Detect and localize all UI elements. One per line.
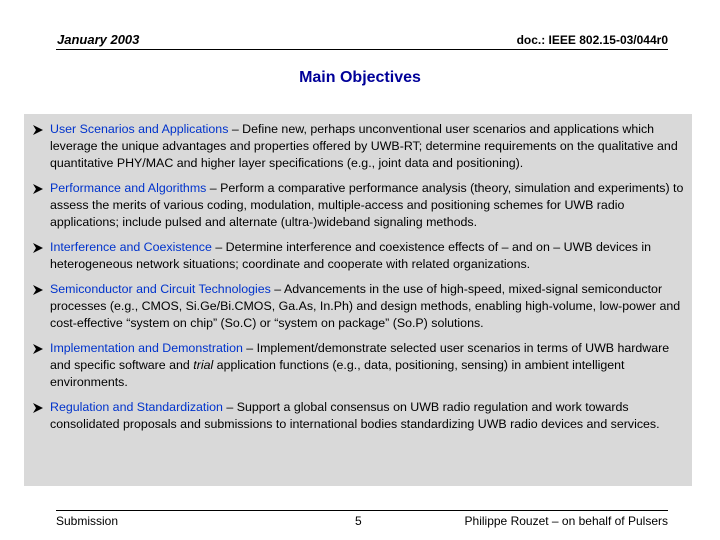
slide-title: Main Objectives — [299, 69, 421, 86]
list-item — [33, 239, 688, 273]
list-item — [33, 399, 688, 433]
footer-author: Philippe Rouzet – on behalf of Pulsers — [464, 514, 668, 528]
arrow-bullet-icon — [33, 121, 45, 138]
bullet-title: Regulation and Standardization — [50, 400, 223, 414]
bullet-title: User Scenarios and Applications — [50, 122, 229, 136]
bullet-description: – Perform a comparative performance analysis (theory, simulation and experiments) to assess the merits of various coding, modulation, multiple-access and positioning schemes for UWB radio applications; include pulsed and alternate (ultra-)wideband signaling methods. — [50, 181, 684, 229]
list-item — [33, 121, 688, 172]
list-item — [33, 340, 688, 391]
bullet-description: – Support a global consensus on UWB radio regulation and work towards consolidated proposals and submissions to international bodies standardizing UWB radio devices and services. — [50, 400, 660, 431]
arrow-bullet-icon — [33, 180, 45, 197]
list-item — [33, 180, 688, 231]
page-number: 5 — [355, 514, 362, 528]
bullet-title: Semiconductor and Circuit Technologies — [50, 282, 271, 296]
arrow-bullet-icon — [33, 239, 45, 256]
footer-submission: Submission — [56, 514, 119, 528]
bullet-description: – Define new, perhaps unconventional user scenarios and applications which leverage the unique advantages and properties offered by UWB-RT; determine requirements on the qualitative and quantitative PHY/MAC and higher layer specifications (e.g., joint data and positioning). — [50, 122, 678, 170]
bullet-title: Interference and Coexistence — [50, 240, 212, 254]
header-date: January 2003 — [57, 32, 140, 47]
arrow-bullet-icon — [33, 281, 45, 298]
bullet-description-emphasis: trial — [193, 358, 214, 372]
list-item — [33, 281, 688, 332]
bullet-description-part: application functions (e.g., data, positioning, sensing) in ambient intelligent environments. — [50, 358, 625, 389]
arrow-bullet-icon — [33, 340, 45, 357]
bullet-description: – Determine interference and coexistence effects of – and on – UWB devices in heterogeneous network situations; coordinate and cooperate with related organizations. — [50, 240, 652, 271]
footer-divider — [56, 510, 668, 511]
bullet-title: Performance and Algorithms — [50, 181, 207, 195]
bullet-description: – Advancements in the use of high-speed, mixed-signal semiconductor processes (e.g., CMOS, Si.Ge/Bi.CMOS, Ga.As, In.Ph) and design methods, enabling high-volume, low-power and cost-effective “system on chip” (So.C) or “system on package” (So.P) solutions. — [50, 282, 681, 330]
bullet-title: Implementation and Demonstration — [50, 341, 243, 355]
header-doc-id: doc.: IEEE 802.15-03/044r0 — [516, 33, 668, 47]
header-divider — [56, 49, 668, 50]
bullet-description-part: – Implement/demonstrate selected user scenarios in terms of UWB hardware and specific software and — [50, 341, 670, 372]
arrow-bullet-icon — [33, 399, 45, 416]
objectives-list — [33, 121, 688, 441]
